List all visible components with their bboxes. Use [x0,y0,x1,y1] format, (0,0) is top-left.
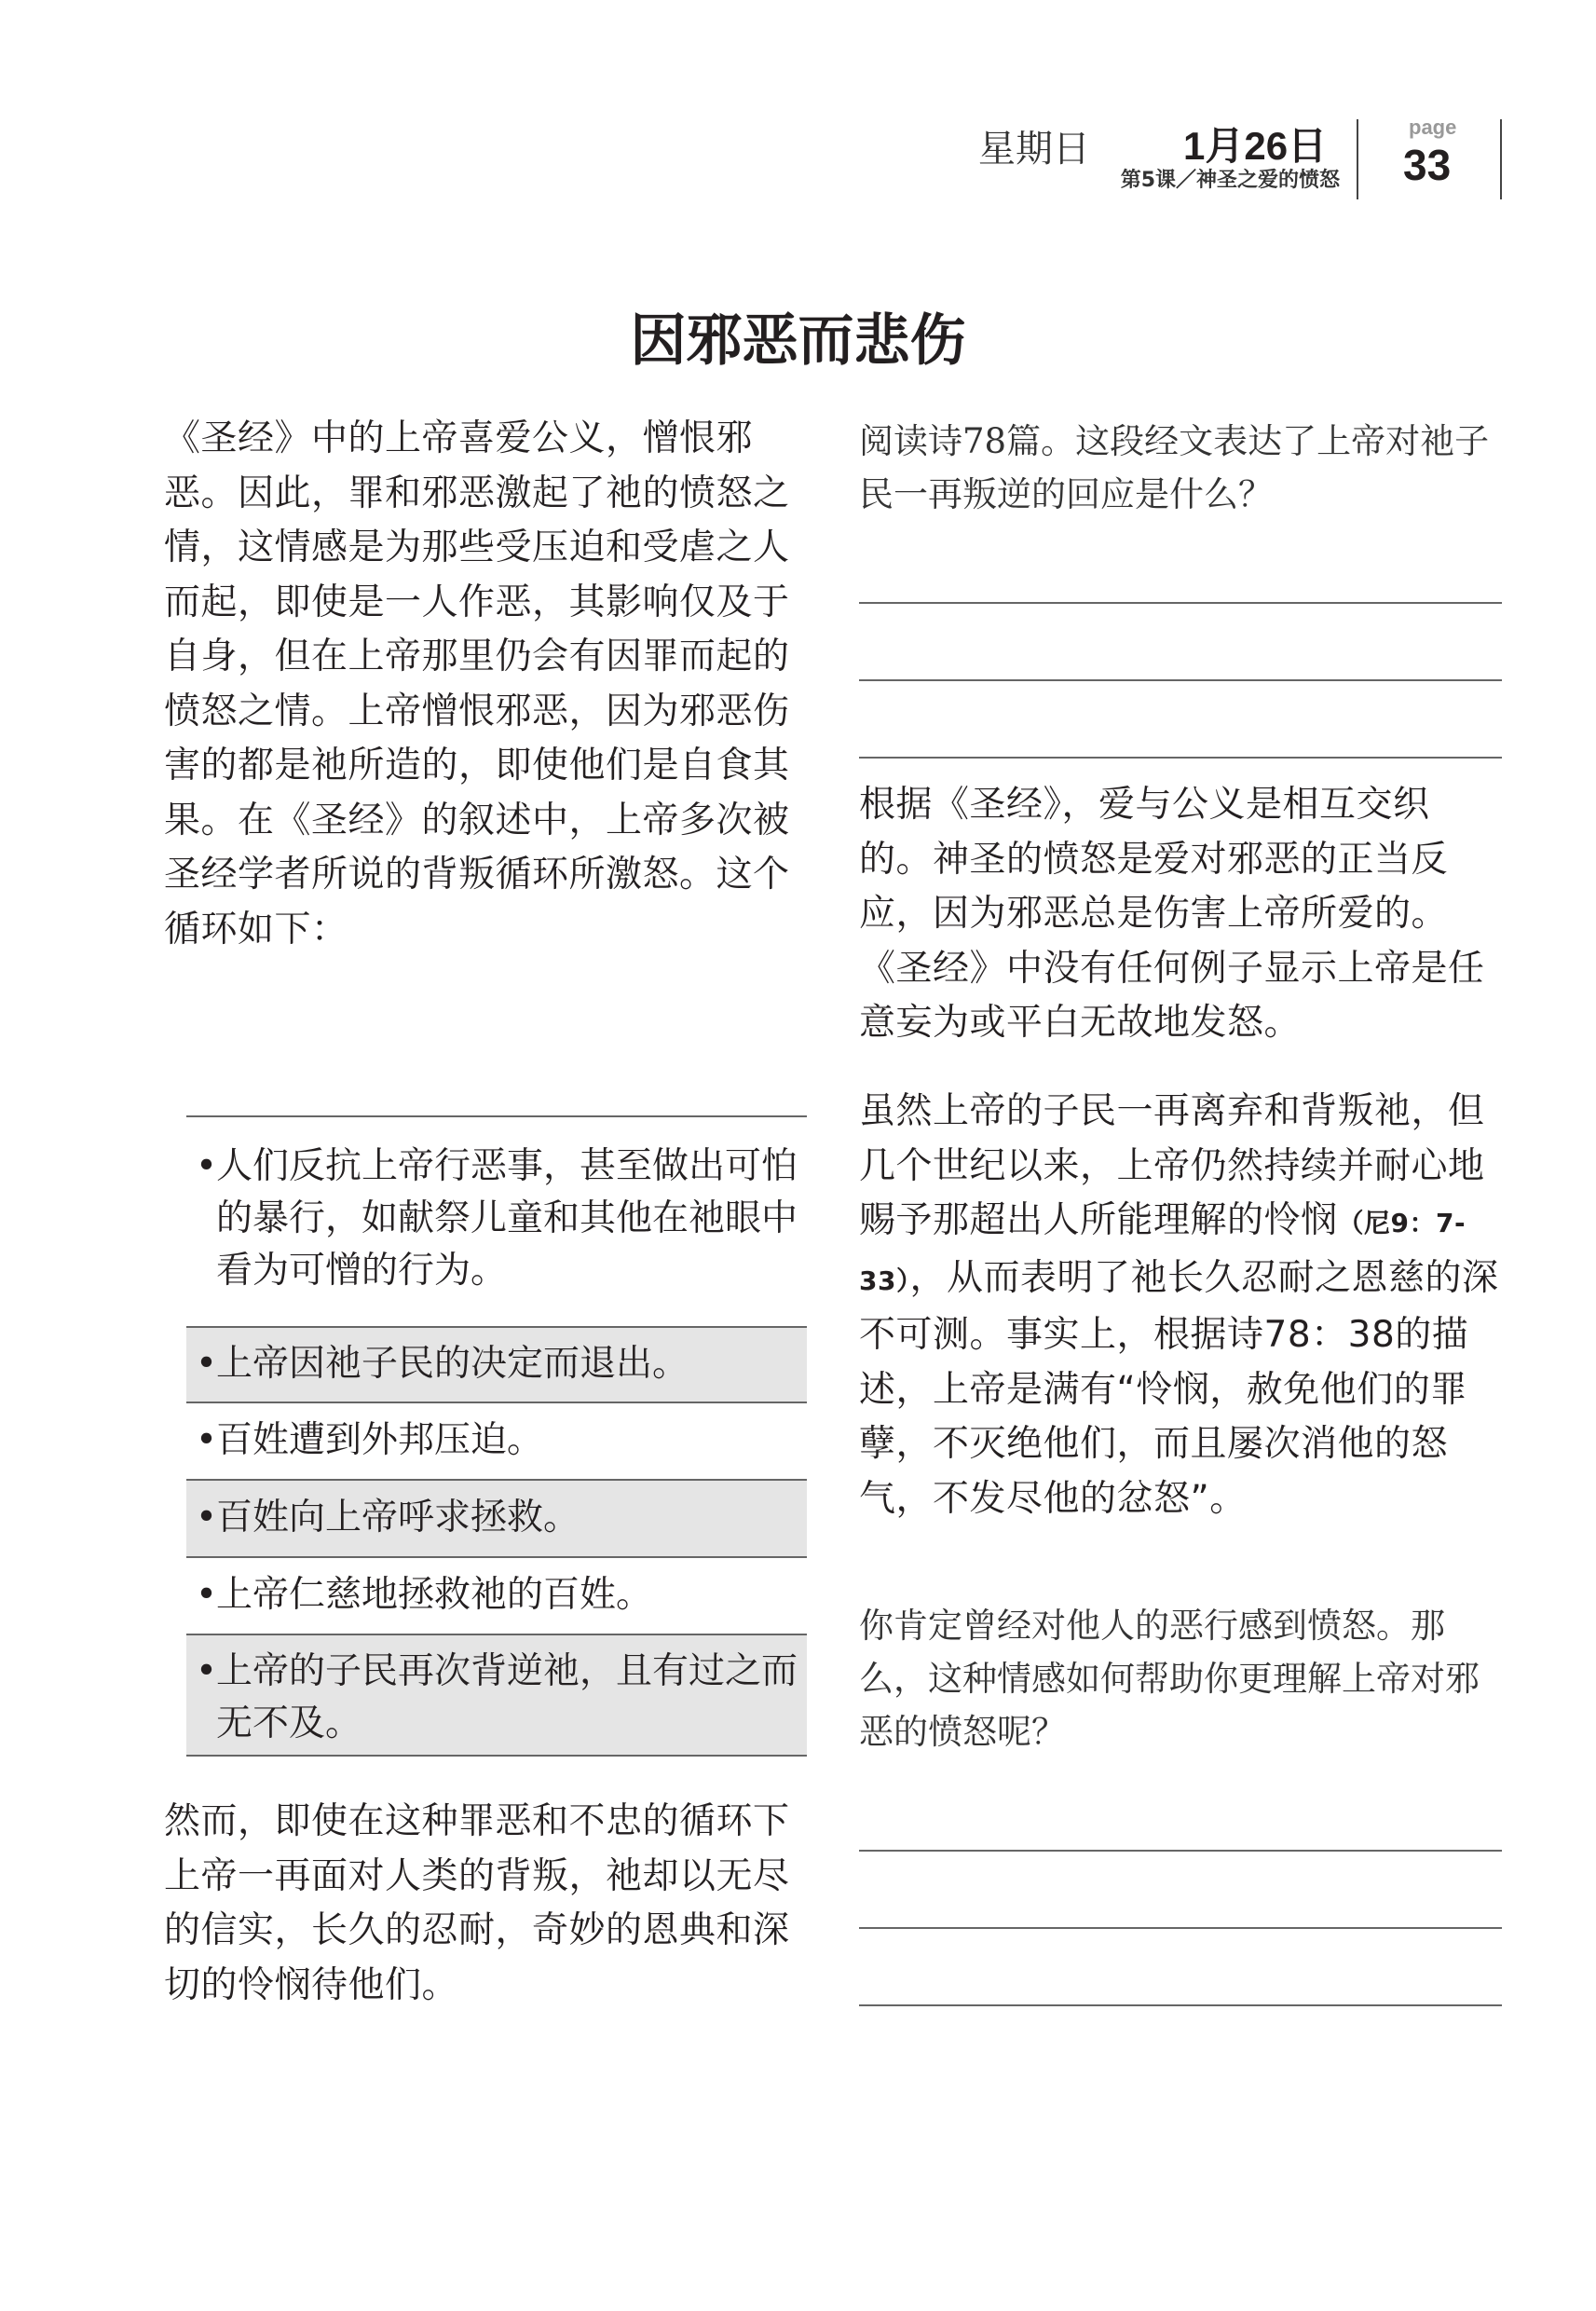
paragraph [859,1085,1502,1526]
answer-line[interactable] [859,602,1502,604]
list-item [196,1646,801,1750]
header-date: 1月26日 [1183,124,1328,168]
bullet-mark: • [196,1343,218,1385]
paragraph-part: 虽然上帝的子民一再离弃和背叛祂，但几个世纪以来，上帝仍然持续并耐心地赐予那超出人所能理解的怜悯 [859,1090,1485,1241]
answer-line[interactable] [859,2004,1502,2006]
left-intro [164,412,807,957]
bullet-mark: • [196,1419,218,1461]
bullet-mark: • [196,1650,218,1692]
page-label: page [1409,116,1457,139]
left-closing [164,1795,807,2013]
paragraph-part: ，从而表明了祂长久忍耐之恩慈的深不可测。事实上，根据诗78：38的描述，上帝是满有“怜悯，赦免他们的罪孽，不灭绝他们，而且屡次消他的怒气，不发尽他的忿怒”。 [859,1256,1499,1520]
right-paragraph-2 [859,1085,1502,1526]
right-paragraph-1 [859,778,1502,1051]
bullet-text: 人们反抗上帝行恶事，甚至做出可怕的暴行，如献祭儿童和其他在祂眼中看为可憎的行为。 [216,1145,798,1292]
bullet-divider [186,1402,807,1403]
bullet-box-top-rule [186,1115,807,1117]
bullet-mark: • [196,1497,218,1538]
bullet-divider [186,1479,807,1481]
bullet-text: 上帝的子民再次背逆祂，且有过之而无不及。 [216,1650,798,1744]
header-lesson: 第5课／神圣之爱的愤怒 [1120,169,1340,192]
header-divider-right [1500,119,1502,199]
bullet-divider [186,1634,807,1635]
intro-paragraph: 《圣经》中的上帝喜爱公义，憎恨邪恶。因此，罪和邪恶激起了祂的愤怒之情，这情感是为那些受压迫和受虐之人而起，即使是一人作恶，其影响仅及于自身，但在上帝那里仍会有因罪而起的愤怒之情。上帝憎恨邪恶，因为邪恶伤害的都是祂所造的，即使他们是自食其果。在《圣经》的叙述中，上帝多次被圣经学者所说的背叛循环所激怒。这个循环如下： [164,417,790,950]
list-item [196,1141,801,1297]
bullet-box-bottom-rule [186,1755,807,1757]
list-item [196,1492,801,1544]
list-item [196,1338,801,1390]
scripture-reference: （尼9：7-33） [859,1208,1466,1296]
answer-line[interactable] [859,1850,1502,1852]
question-text: 阅读诗78篇。这段经文表达了上帝对祂子民一再叛逆的回应是什么？ [859,421,1490,514]
bullet-divider [186,1556,807,1558]
page-number: 33 [1403,141,1452,189]
bullet-mark: • [196,1145,218,1187]
header-divider [1357,119,1358,199]
answer-line[interactable] [859,757,1502,759]
list-item [196,1415,801,1467]
question-2 [859,1599,1502,1758]
answer-line[interactable] [859,679,1502,681]
bullet-divider [186,1326,807,1328]
bullet-text: 上帝仁慈地拯救祂的百姓。 [216,1574,653,1616]
bullet-text: 上帝因祂子民的决定而退出。 [216,1343,689,1385]
closing-paragraph: 然而，即使在这种罪恶和不忠的循环下上帝一再面对人类的背叛，祂却以无尽的信实，长久的忍耐，奇妙的恩典和深切的怜悯待他们。 [164,1800,790,2006]
header-day: 星期日 [978,128,1090,171]
paragraph: 根据《圣经》，爱与公义是相互交织的。神圣的愤怒是爱对邪恶的正当反应，因为邪恶总是伤害上帝所爱的。《圣经》中没有任何例子显示上帝是任意妄为或平白无故地发怒。 [859,784,1485,1044]
bullet-text: 百姓向上帝呼求拯救。 [216,1497,580,1538]
page-title: 因邪恶而悲伤 [630,308,966,374]
answer-line[interactable] [859,1927,1502,1929]
question-text: 你肯定曾经对他人的恶行感到愤怒。那么，这种情感如何帮助你更理解上帝对邪恶的愤怒呢？ [859,1606,1480,1752]
bullet-mark: • [196,1574,218,1616]
question-1 [859,415,1502,521]
list-item [196,1569,801,1621]
bullet-text: 百姓遭到外邦压迫。 [216,1419,544,1461]
